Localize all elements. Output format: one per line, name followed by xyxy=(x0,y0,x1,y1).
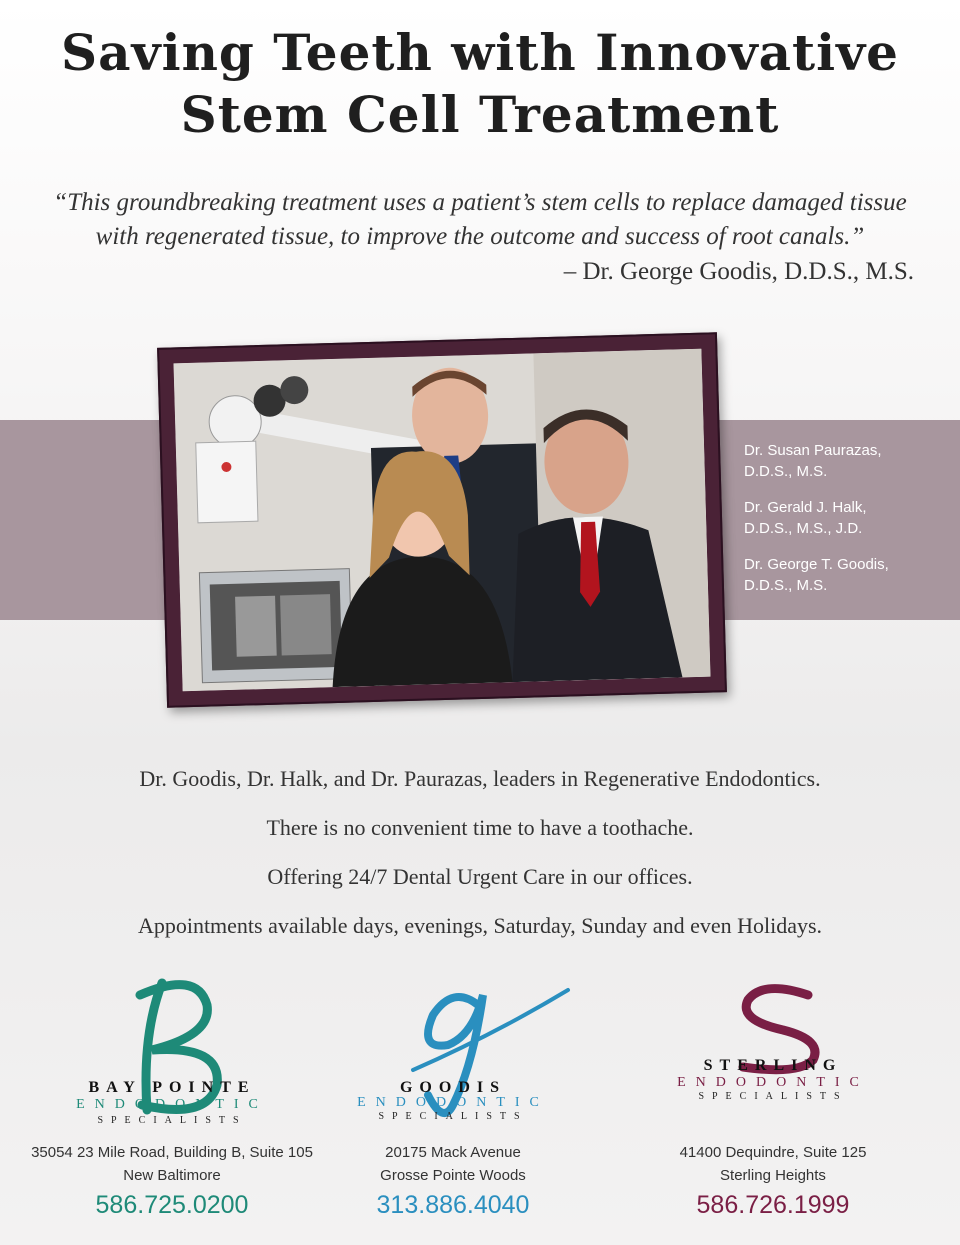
goodis-sub2: SPECIALISTS xyxy=(378,1111,528,1122)
goodis-address xyxy=(303,1141,603,1187)
headline-line-2: Stem Cell Treatment xyxy=(180,85,780,144)
doctor-name: Dr. Susan Paurazas, xyxy=(744,442,882,459)
body-line: Dr. Goodis, Dr. Halk, and Dr. Paurazas, leaders in Regenerative Endodontics. xyxy=(139,766,821,791)
doctor-credentials: D.D.S., M.S. xyxy=(744,463,828,480)
body-line: There is no convenient time to have a toothache. xyxy=(266,815,694,840)
bay-pointe-sub2: SPECIALISTS xyxy=(97,1115,247,1126)
office-goodis xyxy=(303,975,603,1220)
goodis-phone[interactable]: 313.886.4040 xyxy=(376,1191,530,1219)
address-line: Grosse Pointe Woods xyxy=(380,1167,526,1184)
doctors-photo xyxy=(174,349,711,692)
quote-attribution: – Dr. George Goodis, D.D.S., M.S. xyxy=(563,258,914,285)
testimonial-quote xyxy=(40,186,920,254)
headline-line-1: Saving Teeth with Innovative xyxy=(61,23,899,82)
sterling-sub1: ENDODONTIC xyxy=(677,1075,869,1090)
body-text xyxy=(0,760,960,956)
sterling-address xyxy=(623,1141,923,1187)
address-line: New Baltimore xyxy=(123,1167,221,1184)
bay-pointe-sub1: ENDODONTIC xyxy=(76,1097,268,1112)
doctors-photo-frame xyxy=(157,332,727,707)
body-line: Appointments available days, evenings, Saturday, Sunday and even Holidays. xyxy=(137,913,823,938)
bay-pointe-logo xyxy=(22,975,322,1135)
doctor-name: Dr. George T. Goodis, xyxy=(744,556,889,573)
doctor-credentials: D.D.S., M.S., J.D. xyxy=(744,520,863,537)
office-sterling xyxy=(623,975,923,1220)
goodis-name: GOODIS xyxy=(399,1079,506,1096)
goodis-logo xyxy=(303,975,603,1135)
body-line: Offering 24/7 Dental Urgent Care in our offices. xyxy=(267,864,693,889)
sterling-sub2: SPECIALISTS xyxy=(698,1091,848,1102)
sterling-s-logo-icon xyxy=(623,975,923,1135)
bay-pointe-phone[interactable]: 586.725.0200 xyxy=(95,1191,249,1219)
doctor-entry xyxy=(744,554,954,596)
doctor-name: Dr. Gerald J. Halk, xyxy=(744,499,867,516)
bay-pointe-address xyxy=(22,1141,322,1187)
doctor-names-list xyxy=(744,440,954,611)
quote-line-2: with regenerated tissue, to improve the outcome and success of root canals.” xyxy=(95,223,865,250)
doctor-entry xyxy=(744,440,954,482)
doctor-credentials: D.D.S., M.S. xyxy=(744,577,828,594)
quote-line-1: “This groundbreaking treatment uses a patient’s stem cells to replace damaged tissue xyxy=(53,189,907,216)
address-line: 41400 Dequindre, Suite 125 xyxy=(679,1144,867,1161)
bay-pointe-name: BAY POINTE xyxy=(88,1079,256,1096)
goodis-sub1: ENDODONTIC xyxy=(357,1095,549,1110)
office-bay-pointe xyxy=(22,975,322,1220)
doctor-entry xyxy=(744,497,954,539)
doctors-photo-illustration xyxy=(174,349,711,692)
headline xyxy=(0,22,960,146)
sterling-phone[interactable]: 586.726.1999 xyxy=(696,1191,850,1219)
address-line: 20175 Mack Avenue xyxy=(385,1144,521,1161)
sterling-logo xyxy=(623,975,923,1135)
address-line: 35054 23 Mile Road, Building B, Suite 105 xyxy=(31,1144,313,1161)
address-line: Sterling Heights xyxy=(720,1167,826,1184)
sterling-name: STERLING xyxy=(703,1057,843,1074)
